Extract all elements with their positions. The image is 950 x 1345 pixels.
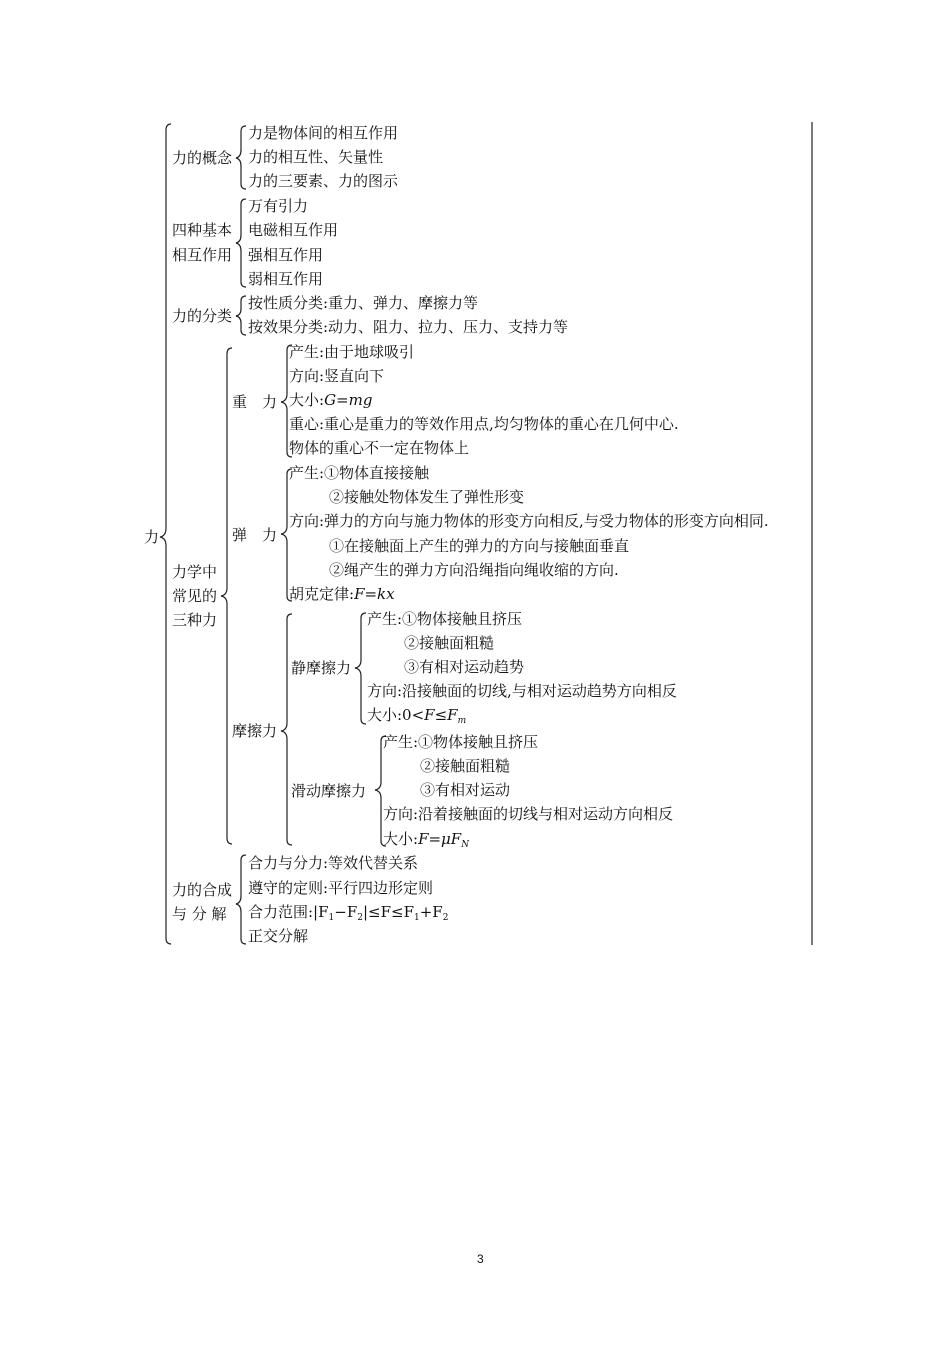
concept-brace <box>236 126 246 189</box>
sliding-direction: 方向:沿着接触面的切线与相对运动方向相反 <box>383 805 674 823</box>
gravity-label: 重 力 <box>232 393 278 411</box>
gravity-size: 大小:G=mg <box>289 391 373 409</box>
classify-label: 力的分类 <box>172 307 233 325</box>
sliding-size: 大小$:F=\mu F_N$ <box>383 830 470 850</box>
basic-brace <box>236 199 246 287</box>
friction-label: 摩擦力 <box>232 722 278 740</box>
static-direction: 方向:沿接触面的切线,与相对运动趋势方向相反 <box>367 682 677 700</box>
concept-item: 力是物体间的相互作用 <box>248 124 399 142</box>
basic-item: 电磁相互作用 <box>248 221 339 239</box>
common-label-line3: 三种力 <box>172 611 218 629</box>
sliding-produce: 产生:①物体接触且挤压 <box>383 733 539 751</box>
elastic-produce: 产生:①物体直接接触 <box>289 464 430 482</box>
classify-item: 按性质分类:重力、弹力、摩擦力等 <box>248 294 479 312</box>
compose-item: 正交分解 <box>248 927 309 945</box>
elastic-direction: ①在接触面上产生的弹力的方向与接触面垂直 <box>329 537 630 555</box>
concept-label: 力的概念 <box>172 149 233 167</box>
elastic-hooke: 胡克定律:F=kx <box>289 585 395 603</box>
compose-item: 遵守的定则:平行四边形定则 <box>248 879 434 897</box>
elastic-produce: ②接触处物体发生了弹性形变 <box>329 488 525 506</box>
gravity-center-note: 物体的重心不一定在物体上 <box>289 439 470 457</box>
compose-range: 合力范围$:|F_1-F_2|\le F\le F_1+F_2$ <box>248 903 449 923</box>
basic-item: 弱相互作用 <box>248 270 324 288</box>
basic-item: 万有引力 <box>248 197 309 215</box>
static-friction-brace <box>355 613 366 724</box>
gravity-produce: 产生:由于地球吸引 <box>289 343 415 361</box>
classify-brace <box>236 296 246 335</box>
common-brace <box>221 348 232 844</box>
page-number: 3 <box>477 1252 484 1266</box>
compose-item: 合力与分力:等效代替关系 <box>248 854 419 872</box>
sliding-produce: ③有相对运动 <box>420 781 511 799</box>
basic-item: 强相互作用 <box>248 246 324 264</box>
concept-item: 力的三要素、力的图示 <box>248 172 399 190</box>
root-label: 力 <box>144 528 160 546</box>
common-label-line1: 力学中 <box>172 563 218 581</box>
sliding-friction-label: 滑动摩擦力 <box>291 782 367 800</box>
common-label-line2: 常见的 <box>172 587 218 605</box>
compose-label-line1: 力的合成 <box>172 881 233 899</box>
gravity-direction: 方向:竖直向下 <box>289 367 385 385</box>
gravity-center: 重心:重心是重力的等效作用点,均匀物体的重心在几何中心. <box>289 415 679 433</box>
elastic-direction: 方向:弹力的方向与施力物体的形变方向相反,与受力物体的形变方向相同. <box>289 512 769 530</box>
basic-label-line2: 相互作用 <box>172 246 233 264</box>
static-produce: ③有相对运动趋势 <box>404 658 525 676</box>
static-friction-label: 静摩擦力 <box>291 659 352 677</box>
concept-item: 力的相互性、矢量性 <box>248 148 384 166</box>
elastic-brace <box>281 469 292 601</box>
static-produce: 产生:①物体接触且挤压 <box>367 610 523 628</box>
compose-brace <box>236 855 246 944</box>
root-brace <box>160 124 171 944</box>
friction-brace <box>281 614 292 845</box>
compose-label-line2: 与 分 解 <box>172 905 227 923</box>
classify-item: 按效果分类:动力、阻力、拉力、压力、支持力等 <box>248 318 569 336</box>
elastic-label: 弹 力 <box>232 526 278 544</box>
sliding-produce: ②接触面粗糙 <box>420 757 511 775</box>
basic-label-line1: 四种基本 <box>172 221 233 239</box>
elastic-direction: ②绳产生的弹力方向沿绳指向绳收缩的方向. <box>329 561 619 579</box>
static-size: 大小$:0<F\le F_m$ <box>367 706 467 726</box>
static-produce: ②接触面粗糙 <box>404 634 495 652</box>
